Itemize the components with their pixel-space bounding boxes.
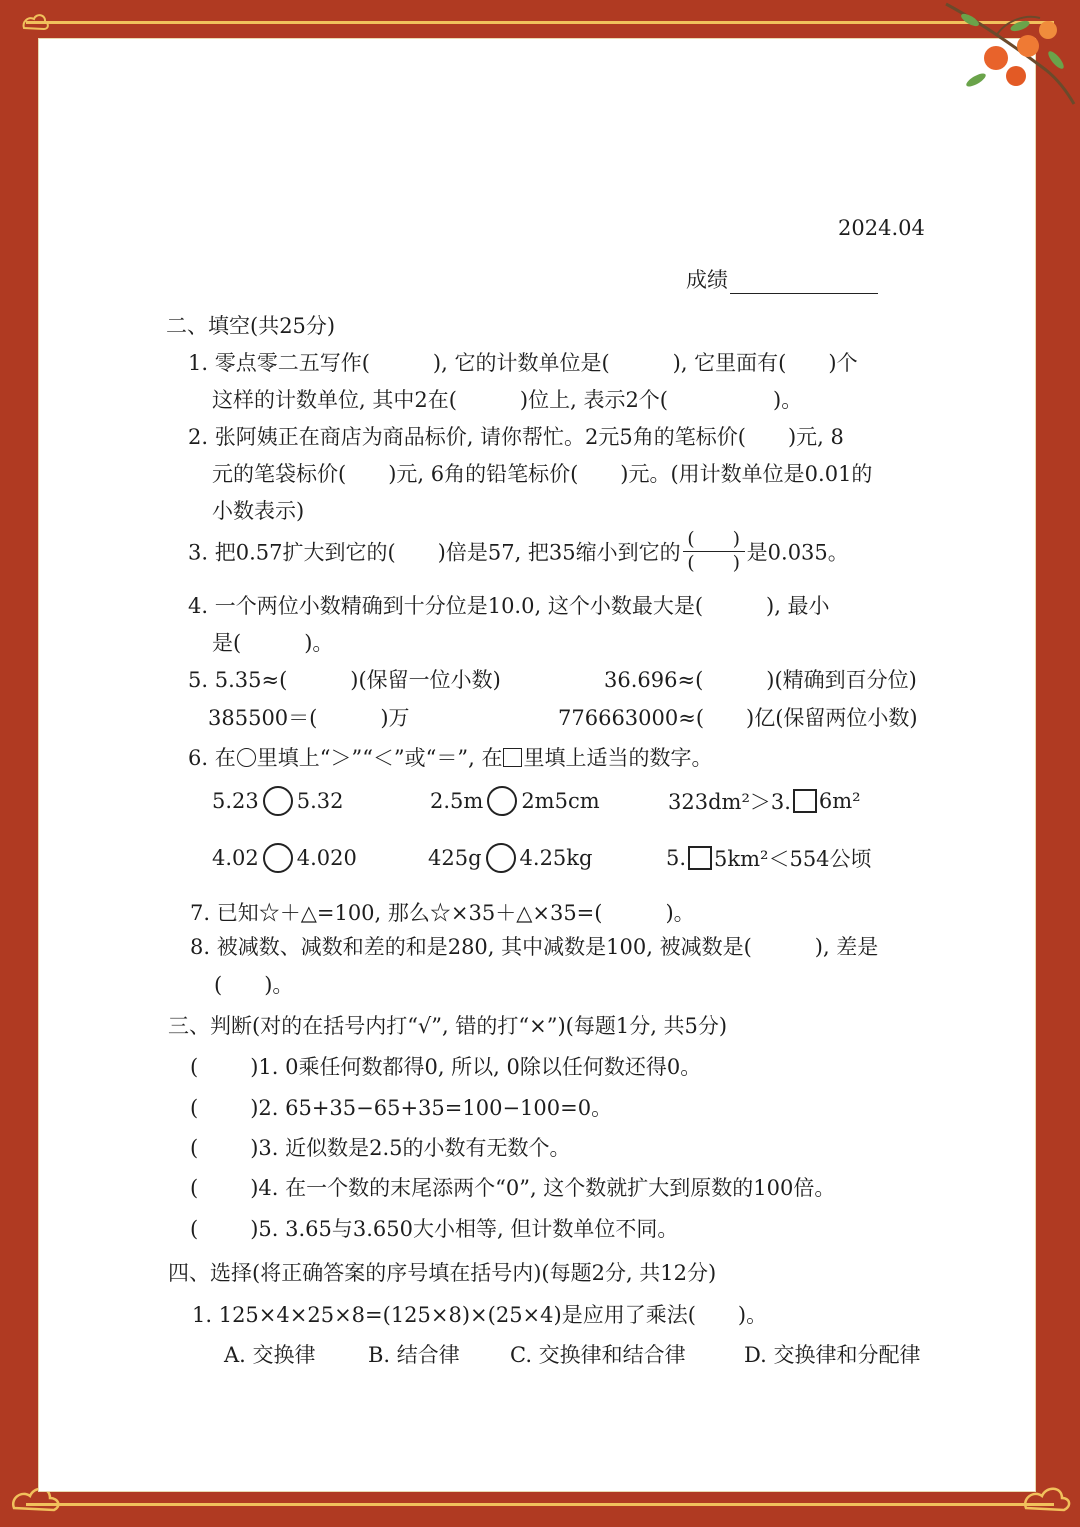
judge-text: )2. 65+35−65+35=100−100=0。 (250, 1096, 613, 1120)
q5-a: 5. 5.35≈( )(保留一位小数) (188, 668, 501, 692)
q1-line2: 这样的计数单位, 其中2在( )位上, 表示2个( )。 (212, 388, 803, 412)
exam-date: 2024.04 (838, 216, 925, 240)
section4-title: 四、选择(将正确答案的序号填在括号内)(每题2分, 共12分) (168, 1261, 717, 1285)
q5-d: 776663000≈( )亿(保留两位小数) (558, 706, 918, 730)
score-blank[interactable] (730, 273, 878, 294)
q6-instruction (188, 742, 712, 772)
q1-line1: 1. 零点零二五写作( ), 它的计数单位是( ), 它里面有( )个 (188, 351, 858, 375)
q6-text-a: 6. 在 (188, 746, 236, 770)
q6-r1c-left: 323dm²＞3. (668, 790, 791, 814)
judge-paren[interactable]: ( (190, 1217, 199, 1241)
q6-r2b (428, 843, 592, 873)
score-field (686, 264, 878, 294)
frame-top-gold-line (26, 21, 1054, 24)
q6-r2a-right: 4.020 (296, 846, 357, 870)
frame-bottom-gold-line (26, 1503, 1054, 1506)
q3-numerator[interactable]: ( ) (687, 528, 741, 550)
q6-r2b-left: 425g (428, 846, 482, 870)
judge-paren[interactable]: ( (190, 1176, 199, 1200)
option-a[interactable]: A. 交换律 (224, 1343, 316, 1367)
judge-item-5 (190, 1213, 678, 1243)
q4-line1: 4. 一个两位小数精确到十分位是10.0, 这个小数最大是( ), 最小 (188, 594, 830, 618)
circle-symbol-icon (237, 748, 256, 767)
q2-line3: 小数表示) (212, 499, 305, 523)
section2-title: 二、填空(共25分) (166, 314, 336, 338)
judge-paren[interactable]: ( (190, 1096, 199, 1120)
q3 (188, 530, 849, 573)
compare-circle[interactable] (487, 786, 517, 816)
square-symbol-icon (503, 748, 522, 767)
option-b[interactable]: B. 结合律 (368, 1343, 460, 1367)
q7: 7. 已知☆＋△=100, 那么☆×35＋△×35=( )。 (190, 901, 695, 925)
digit-box[interactable] (688, 846, 712, 870)
q6-r1c-right: 6m² (818, 789, 861, 813)
q6-r2c-left: 5. (666, 846, 687, 870)
compare-circle[interactable] (486, 843, 516, 873)
q6-r2c-right: 5km²＜554公顷 (714, 847, 872, 871)
persimmon-branch-icon (936, 0, 1080, 110)
q4-line2: 是( )。 (212, 631, 334, 655)
judge-item-2 (190, 1092, 612, 1122)
judge-text: )3. 近似数是2.5的小数有无数个。 (250, 1136, 571, 1160)
q6-text-b: 里填上“＞”“＜”或“＝”, 在 (256, 746, 503, 770)
q6-r1b-right: 2m5cm (521, 789, 600, 813)
q5-b: 36.696≈( )(精确到百分位) (604, 668, 917, 692)
q2-line2: 元的笔袋标价( )元, 6角的铅笔标价( )元。(用计数单位是0.01的 (212, 462, 873, 486)
q6-r1b-left: 2.5m (430, 789, 484, 813)
q8-line1: 8. 被减数、减数和差的和是280, 其中减数是100, 被减数是( ), 差是 (190, 935, 879, 959)
q6-r2a (212, 843, 357, 873)
q6-r2b-right: 4.25kg (519, 846, 593, 870)
q6-r2c (666, 843, 872, 873)
q8-line2: ( )。 (214, 973, 294, 997)
judge-text: )1. 0乘任何数都得0, 所以, 0除以任何数还得0。 (250, 1055, 702, 1079)
compare-circle[interactable] (263, 786, 293, 816)
score-label: 成绩 (686, 268, 728, 292)
q6-r1a (212, 786, 344, 816)
digit-box[interactable] (793, 789, 817, 813)
q2-line1: 2. 张阿姨正在商店为商品标价, 请你帮忙。2元5角的笔标价( )元, 8 (188, 425, 844, 449)
q3-text-a: 3. 把0.57扩大到它的( )倍是57, 把35缩小到它的 (188, 540, 681, 565)
q6-text-c: 里填上适当的数字。 (523, 746, 713, 770)
judge-paren[interactable]: ( (190, 1055, 199, 1079)
judge-item-4 (190, 1172, 835, 1202)
q6-r1a-right: 5.32 (296, 789, 344, 813)
q6-r2a-left: 4.02 (212, 846, 259, 870)
q6-r1a-left: 5.23 (212, 789, 259, 813)
q6-r1b (430, 786, 600, 816)
judge-text: )4. 在一个数的末尾添两个“0”, 这个数就扩大到原数的100倍。 (250, 1176, 836, 1200)
q3-denominator[interactable]: ( ) (687, 552, 741, 574)
option-d[interactable]: D. 交换律和分配律 (744, 1343, 921, 1367)
judge-item-3 (190, 1132, 571, 1162)
section3-title: 三、判断(对的在括号内打“√”, 错的打“×”)(每题1分, 共5分) (168, 1014, 728, 1038)
corner-cloud-icon (20, 10, 50, 34)
q5-c: 385500＝( )万 (208, 706, 410, 730)
judge-text: )5. 3.65与3.650大小相等, 但计数单位不同。 (250, 1217, 679, 1241)
judge-paren[interactable]: ( (190, 1136, 199, 1160)
q6-r1c (668, 786, 861, 816)
q3-text-b: 是0.035。 (746, 540, 849, 565)
compare-circle[interactable] (263, 843, 293, 873)
q3-fraction (683, 530, 745, 573)
choice-q1: 1. 125×4×25×8=(125×8)×(25×4)是应用了乘法( )。 (192, 1303, 768, 1327)
judge-item-1 (190, 1051, 701, 1081)
option-c[interactable]: C. 交换律和结合律 (510, 1343, 686, 1367)
